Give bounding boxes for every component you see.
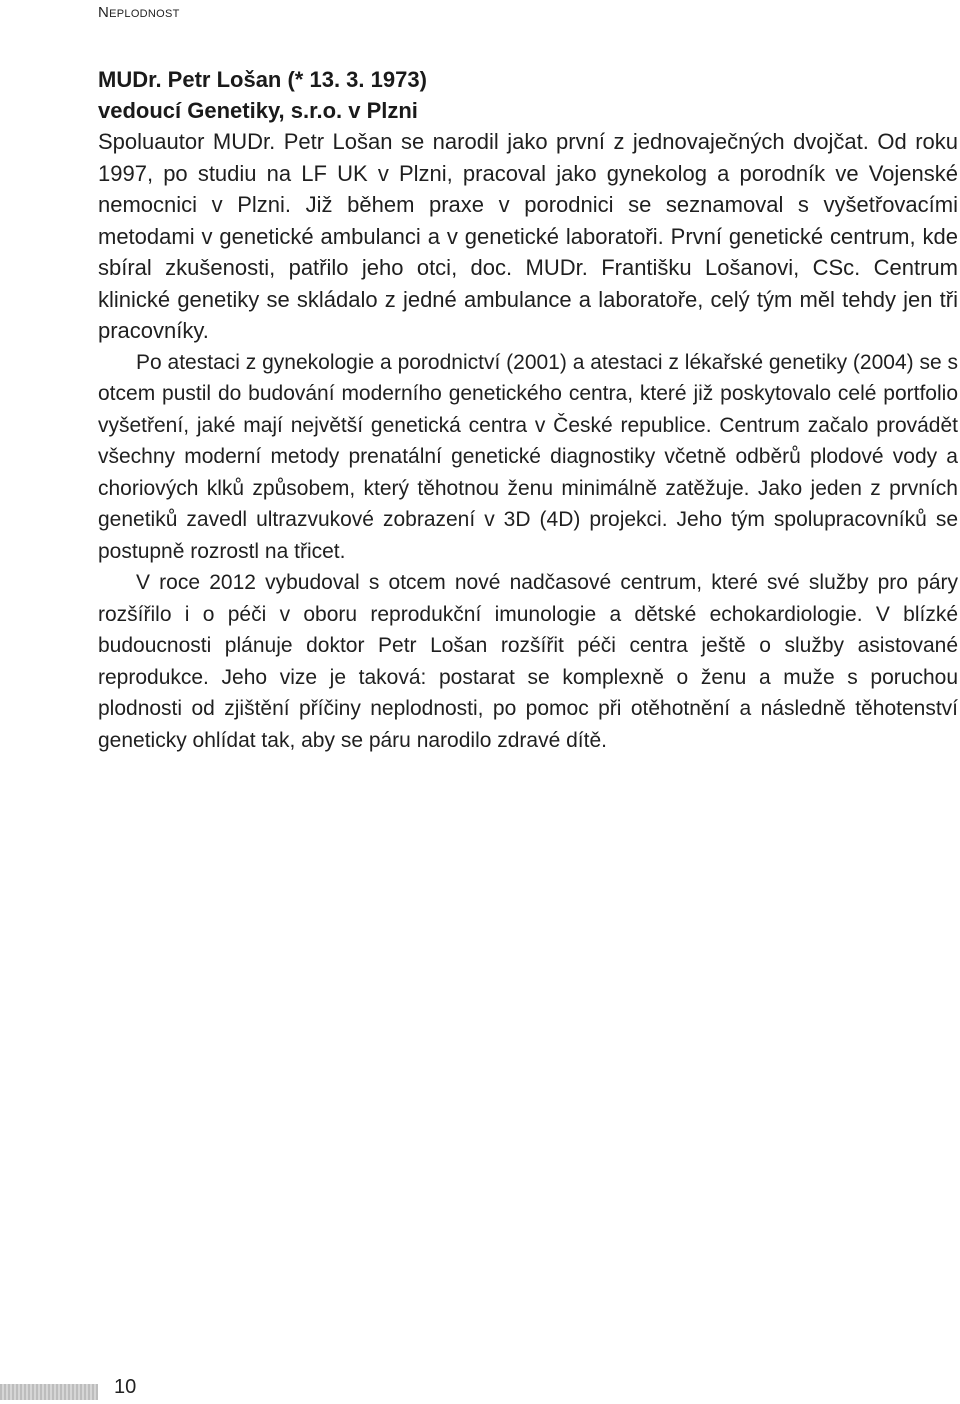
page-number: 10 — [114, 1376, 137, 1398]
running-header: Neplodnost — [98, 4, 180, 21]
paragraph-3: V roce 2012 vybudoval s otcem nové nadčasové centrum, které své služby pro páry rozšířilo i o péči v oboru reprodukční imunologie a dětské echokardiologie. V blízké budoucnosti plánuje doktor Petr Lošan rozšířit péči centra ještě o služby asistované reprodukce. Jeho vize je taková: postarat se komplexně o ženu a muže s poruchou plodnosti od zjištění příčiny neplodnosti, po pomoc při otěhotnění a následně těhotenství geneticky ohlídat tak, aby se páru narodilo zdravé dítě. — [98, 571, 958, 752]
page-footer — [0, 1376, 960, 1404]
paragraph-2: Po atestaci z gynekologie a porodnictví (2001) a atestaci z lékařské genetiky (2004) se s otcem pustil do budování moderního genetického centra, které již poskytovalo celé portfolio vyšetření, jaké mají největší genetická centra v České republice. Centrum začalo provádět všechny moderní metody prenatální genetické diagnostiky včetně odběrů plodové vody a choriových klků způsobem, který těhotnou ženu minimálně zatěžuje. Jako jeden z prvních genetiků zavedl ultrazvukové zobrazení v 3D (4D) projekci. Jeho tým spolupracovníků se postupně rozrostl na třicet. — [98, 350, 958, 563]
article-body — [98, 64, 958, 756]
author-affiliation: vedoucí Genetiky, s.r.o. v Plzni — [98, 98, 418, 123]
paragraph-1: Spoluautor MUDr. Petr Lošan se narodil jako první z jednovaječných dvojčat. Od roku 1997, po studiu na LF UK v Plzni, pracoval jako gynekolog a porodník ve Vojenské nemocnici v Plzni. Již během praxe v porodnici se seznamoval s vyšetřovacími metodami v genetické ambulanci a v genetické laboratoři. První genetické centrum, kde sbíral zkušenosti, patřilo jeho otci, doc. MUDr. Františku Lošanovi, CSc. Centrum klinické genetiky se skládalo z jedné ambulance a laboratoře, celý tým měl tehdy jen tři pracovníky. — [98, 129, 958, 343]
footer-decorative-bar — [0, 1384, 98, 1400]
author-name: MUDr. Petr Lošan (* 13. 3. 1973) — [98, 67, 427, 92]
